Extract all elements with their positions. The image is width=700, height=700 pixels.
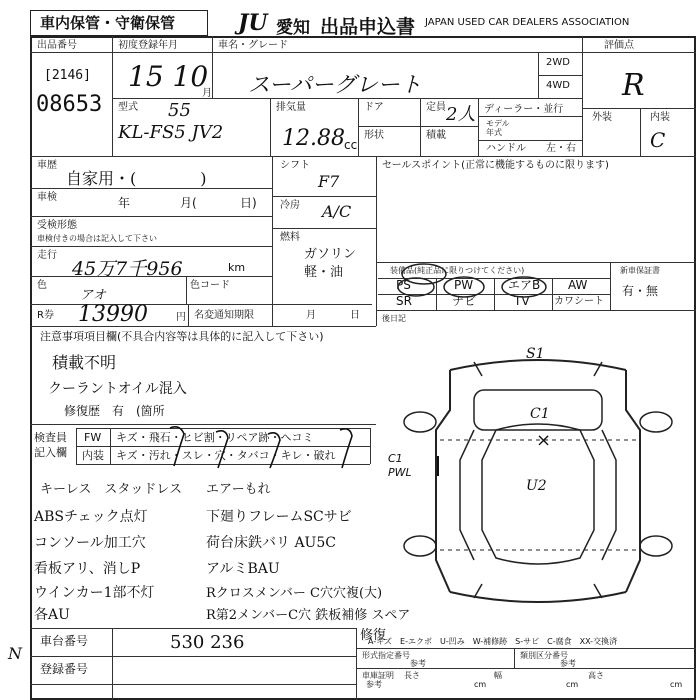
mileage-unit: km: [228, 261, 246, 274]
note-6: ABSチェック点灯: [34, 509, 148, 525]
history-value: 自家用・( ): [66, 169, 207, 188]
form-model-ref: 参考: [410, 659, 426, 668]
association-name: JAPAN USED CAR DEALERS ASSOCIATION: [425, 17, 630, 28]
displacement-unit: cc: [344, 138, 358, 152]
diagram-c1-side: C1 PWL: [388, 452, 412, 479]
lot-bracket: [2146]: [44, 68, 91, 83]
diagram-u2: U2: [526, 478, 547, 494]
model-year-label: モデル 年式: [486, 119, 510, 137]
after-fit-label: 後日記: [382, 314, 406, 323]
eq-navi: ナビ: [452, 294, 477, 308]
2wd-label: 2WD: [546, 57, 570, 68]
grade-points-label: 評価点: [604, 40, 634, 51]
first-reg-unit: 月: [202, 88, 212, 99]
shift-value: F7: [318, 172, 340, 191]
first-reg-value: 15 10: [128, 60, 209, 93]
height-label: 高さ: [588, 671, 604, 680]
note-4: キーレス スタッドレス: [40, 482, 182, 497]
note-8: コンソール加工穴: [34, 535, 146, 551]
4wd-label: 4WD: [546, 80, 570, 91]
chassis-no-value: 530 236: [170, 632, 245, 653]
received-note: 車検付きの場合は記入して下さい: [37, 234, 157, 243]
door-label: ドア: [364, 102, 384, 113]
entry-label: 記入欄: [34, 446, 67, 459]
equipment-label: 装備品(純正品に限りつけてください): [390, 266, 525, 275]
org-name: 愛知: [276, 18, 310, 38]
car-name-label: 車名・グレード: [218, 40, 288, 51]
notice-day: 日: [350, 310, 360, 321]
color-value: アオ: [80, 288, 106, 303]
note-10: 看板アリ、消しP: [34, 561, 141, 577]
inspection-label: 車検: [37, 192, 57, 203]
displacement-label: 排気量: [276, 102, 306, 113]
model-label: 型式: [118, 102, 138, 113]
ext-label: 外装: [592, 112, 612, 123]
inspector-marks: [150, 420, 380, 470]
equipment-circles: [376, 262, 616, 312]
eq-aw: AW: [568, 278, 588, 292]
note-12: ウインカー1部不灯: [34, 585, 155, 601]
color-label: 色: [37, 280, 47, 291]
document-title: 出品申込書: [320, 16, 416, 38]
recycle-unit: 円: [176, 312, 186, 323]
notes-label: 注意事項項目欄(不具合内容等は具体的に記入して下さい): [40, 330, 324, 343]
car-damage-diagram: [380, 330, 696, 610]
diagram-s1: S1: [526, 346, 545, 362]
eq-kawa: カワシート: [554, 296, 604, 307]
note-3: 修復歴 有 (箇所: [64, 404, 165, 418]
eq-ps: PS: [396, 278, 411, 292]
notice-period-label: 名変通知期限: [194, 310, 254, 321]
inspection-day: 日): [240, 196, 257, 210]
note-5: エアーもれ: [206, 482, 271, 497]
interior-grade-value: C: [650, 128, 666, 152]
first-reg-label: 初度登録年月: [118, 40, 178, 51]
interior-label: 内装: [650, 112, 670, 123]
note-14: 各AU: [34, 607, 70, 623]
length-unit: cm: [474, 680, 487, 689]
shape-label: 形状: [364, 130, 384, 141]
recycle-value: 13990: [78, 302, 148, 327]
history-label: 車歴: [37, 160, 57, 171]
diagram-x: ×: [536, 430, 552, 451]
model-no-value: 55: [168, 100, 191, 121]
inspection-month: 月(: [180, 196, 197, 210]
aircon-value: A/C: [322, 202, 352, 221]
warranty-options: 有・無: [622, 284, 659, 298]
car-name-value: スーパーグレート: [248, 73, 422, 98]
category-no-ref: 参考: [560, 659, 576, 668]
note-1: 積載不明: [52, 353, 117, 372]
load-label: 積載: [426, 130, 446, 141]
note-16: 修復: [360, 628, 387, 643]
eq-tv: TV: [514, 294, 530, 308]
eq-pw: PW: [454, 278, 474, 292]
aircon-label: 冷房: [280, 200, 300, 211]
width-unit: cm: [566, 680, 579, 689]
note-11: アルミBAU: [206, 561, 280, 577]
reg-no-label: 登録番号: [40, 662, 89, 676]
width-label: 幅: [494, 671, 502, 680]
grade-value: R: [622, 68, 645, 103]
vehicle-size-ref: 参考: [366, 680, 382, 689]
fw-label: FW: [84, 431, 102, 444]
chassis-no-label: 車台番号: [40, 634, 89, 648]
displacement-value: 12.88: [282, 126, 345, 151]
notice-month: 月: [306, 310, 316, 321]
capacity-label: 定員: [426, 102, 446, 113]
lot-no-label: 出品番号: [37, 40, 77, 51]
fuel-value: ガソリン 軽・油: [304, 247, 357, 280]
mileage-value: 45万7千956: [72, 258, 183, 280]
length-label: 長さ: [404, 671, 420, 680]
lr-label: 左・右: [546, 143, 576, 154]
naisou-label: 内装: [82, 449, 104, 462]
recycle-label: R券: [37, 310, 54, 321]
inspection-year: 年: [118, 196, 131, 210]
note-2: クーラントオイル混入: [48, 381, 187, 397]
shift-label: シフト: [280, 160, 310, 171]
category-no-label: 類別区分番号: [520, 651, 568, 660]
form-model-label: 形式指定番号: [362, 651, 410, 660]
note-9: 荷台床鉄バリ AU5C: [206, 535, 336, 551]
color-code-label: 色コード: [190, 280, 230, 291]
note-13: Rクロスメンバー C穴穴複(大): [206, 586, 383, 601]
sales-point-label: セールスポイント(正常に機能するものに限ります): [382, 160, 609, 171]
diagram-c1: C1: [530, 406, 550, 422]
height-unit: cm: [670, 680, 683, 689]
vehicle-size-label: 車庫証明: [362, 671, 394, 680]
eq-ab: エアB: [508, 278, 541, 292]
note-15: R第2メンバーC穴 鉄板補修 スペア: [206, 608, 411, 623]
new-warranty-label: 新車保証書: [620, 266, 660, 275]
lot-number: 08653: [36, 92, 103, 117]
handle-label: ハンドル: [486, 143, 526, 154]
eq-sr: SR: [396, 294, 412, 308]
damage-legend: A-キズ E-エクボ U-凹み W-補修跡 S-サビ C-腐食 XX-交換済: [368, 637, 618, 646]
inspector-label: 検査員: [34, 431, 67, 444]
model-value: KL-FS5 JV2: [118, 122, 224, 143]
margin-n: N: [8, 644, 22, 663]
storage-label: 車内保管・守衛保管: [40, 14, 176, 32]
mileage-label: 走行: [37, 250, 57, 261]
note-7: 下廻りフレームSCサビ: [206, 509, 352, 525]
ju-logo: JU: [238, 10, 268, 36]
capacity-value: 2人: [446, 104, 476, 125]
dealer-label: ディーラー・並行: [484, 104, 564, 115]
received-label: 受検形態: [37, 220, 77, 231]
fw-row: キズ・飛石・ヒビ割・リペア跡・ヘコミ: [116, 431, 314, 444]
naisou-row: キズ・汚れ・スレ・穴・タバコ・キレ・破れ: [116, 449, 336, 462]
fuel-label: 燃料: [280, 232, 300, 243]
